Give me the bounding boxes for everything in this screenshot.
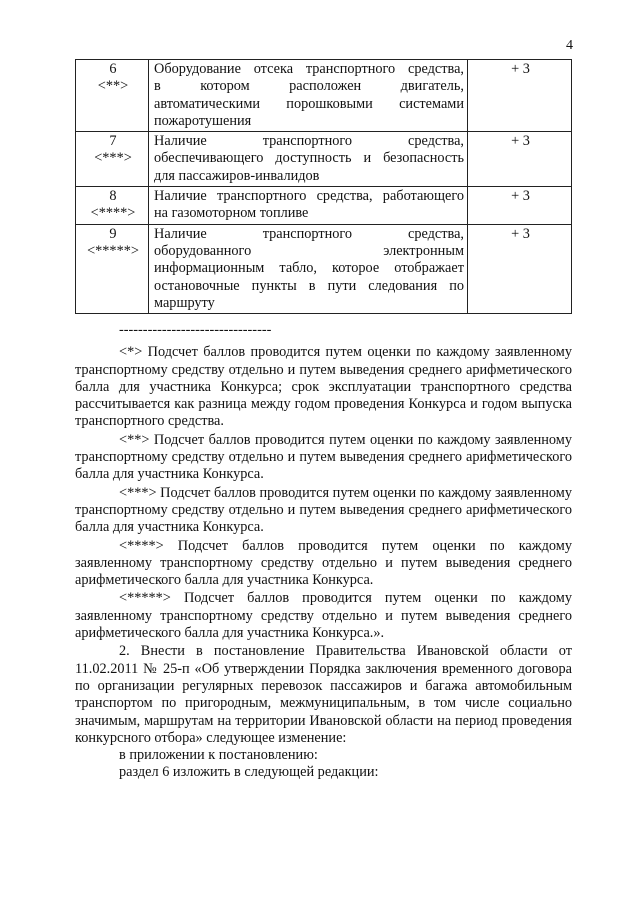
- description-line: обеспечивающего доступность и безопасность: [154, 150, 464, 167]
- description-line: информационным табло, которое отображает: [154, 260, 464, 277]
- criterion-description: [149, 187, 468, 225]
- criteria-table: [75, 59, 572, 314]
- row-number: 9: [109, 225, 117, 242]
- table-row: [76, 60, 572, 132]
- criterion-description: [149, 60, 468, 132]
- footnote-4: <****> Подсчет баллов проводится путем оценки по каждому заявленному транспортному средству отдельно и путем выведения среднего арифметического балла для участника Конкурса.: [75, 537, 572, 589]
- footnote-2: <**> Подсчет баллов проводится путем оценки по каждому заявленному транспортному средству отдельно и путем выведения среднего арифметического балла для участника Конкурса.: [75, 431, 572, 483]
- table-row: [76, 132, 572, 187]
- description-line: в котором расположен двигатель,: [154, 78, 464, 95]
- footnote-mark: <*****>: [87, 242, 139, 259]
- description-line: автоматическими порошковыми системами: [154, 95, 464, 112]
- points-cell: + 3: [468, 224, 572, 313]
- footnote-separator: --------------------------------: [119, 322, 272, 338]
- description-line: оборудованного электронным: [154, 242, 464, 259]
- row-number-cell: [76, 187, 149, 225]
- description-last-line: для пассажиров-инвалидов: [154, 167, 320, 184]
- footnote-3: <***> Подсчет баллов проводится путем оценки по каждому заявленному транспортному средству отдельно и путем выведения среднего арифметического балла для участника Конкурса.: [75, 484, 572, 536]
- table-row: [76, 187, 572, 225]
- notes-section: [75, 322, 572, 782]
- points-cell: + 3: [468, 60, 572, 132]
- description-last-line: маршруту: [154, 294, 215, 311]
- description-last-line: на газомоторном топливе: [154, 205, 309, 222]
- item-2-paragraph: 2. Внести в постановление Правительства Ивановской области от 11.02.2011 № 25-п «Об утверждении Порядка заключения временного договора по организации регулярных перевозок пассажиров и багажа автомобильным транспортом по пригородным, межмуниципальным, в том числе социально значимым, маршрутам на территории Ивановской области на период проведения конкурсного отбора» следующее изменение:: [75, 643, 572, 746]
- footnote-mark: <****>: [90, 205, 136, 222]
- criterion-description: [149, 224, 468, 313]
- footnote-mark: <***>: [94, 150, 132, 167]
- row-number-cell: [76, 224, 149, 313]
- description-line: Оборудование отсека транспортного средства,: [154, 61, 464, 77]
- row-number-cell: [76, 60, 149, 132]
- page-number: 4: [566, 38, 573, 53]
- row-number-cell: [76, 132, 149, 187]
- row-number: 6: [109, 61, 117, 77]
- table-row: [76, 224, 572, 313]
- description-line: Наличие транспортного средства,: [154, 225, 464, 242]
- row-number: 8: [109, 188, 117, 205]
- description-line: Наличие транспортного средства, работающего: [154, 188, 464, 205]
- footnote-1: <*> Подсчет баллов проводится путем оценки по каждому заявленному транспортному средству отдельно и путем выведения среднего арифметического балла для участника Конкурса; срок эксплуатации транспортного средства рассчитывается как разница между годом проведения Конкурса и годом выпуска транспортного средства.: [75, 344, 572, 430]
- description-last-line: пожаротушения: [154, 112, 252, 129]
- description-line: Наличие транспортного средства,: [154, 133, 464, 150]
- appendix-line: в приложении к постановлению:: [119, 747, 318, 764]
- row-number: 7: [109, 133, 117, 150]
- points-cell: + 3: [468, 187, 572, 225]
- footnote-5: <*****> Подсчет баллов проводится путем оценки по каждому заявленному транспортному средству отдельно и путем выведения среднего арифметического балла для участника Конкурса.».: [75, 590, 572, 642]
- footnote-mark: <**>: [97, 78, 129, 95]
- criterion-description: [149, 132, 468, 187]
- description-line: остановочные пункты в пути следования по: [154, 277, 464, 294]
- points-cell: + 3: [468, 132, 572, 187]
- section-line: раздел 6 изложить в следующей редакции:: [119, 764, 379, 781]
